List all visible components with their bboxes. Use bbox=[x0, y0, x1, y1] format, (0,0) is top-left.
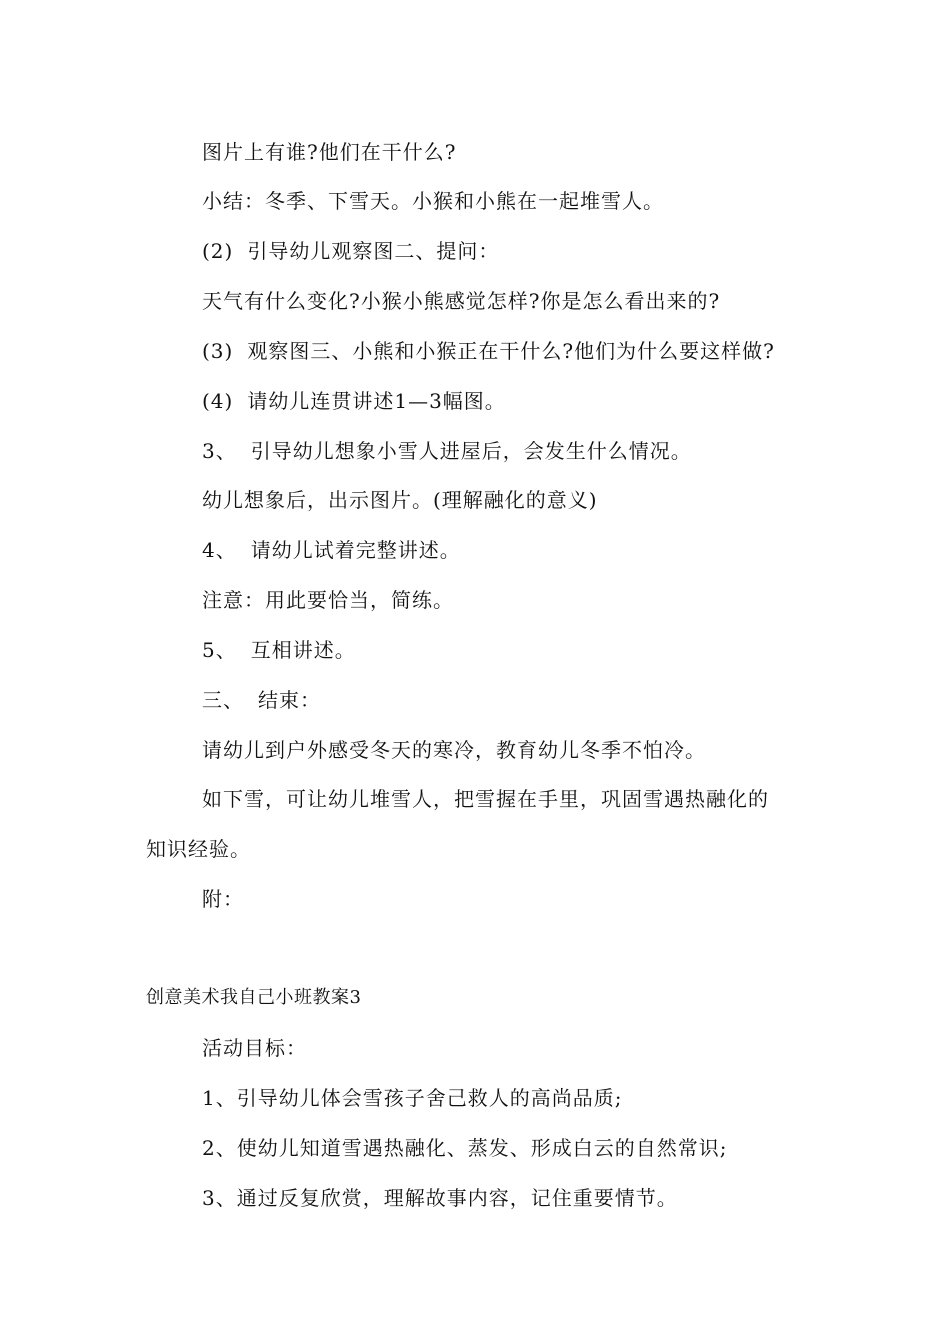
list-marker: (3) bbox=[202, 339, 234, 363]
list-item-text: 2、使幼儿知道雪遇热融化、蒸发、形成白云的自然常识; bbox=[202, 1136, 728, 1160]
list-marker: (2) bbox=[202, 239, 234, 263]
list-item bbox=[202, 638, 356, 662]
list-item-text: 请幼儿试着完整讲述。 bbox=[250, 538, 461, 562]
list-marker: (4) bbox=[202, 389, 234, 413]
list-item-text: 请幼儿连贯讲述1—3幅图。 bbox=[247, 389, 506, 413]
paragraph-text: 注意：用此要恰当，简练。 bbox=[202, 588, 454, 612]
paragraph bbox=[202, 738, 706, 762]
list-item bbox=[202, 1186, 678, 1210]
list-item-text: 互相讲述。 bbox=[250, 638, 356, 662]
list-item-text: 引导幼儿想象小雪人进屋后，会发生什么情况。 bbox=[250, 439, 692, 463]
section-title-text: 创意美术我自己小班教案3 bbox=[146, 987, 362, 1008]
list-item bbox=[202, 239, 499, 263]
list-item bbox=[202, 688, 321, 712]
list-marker: 3、 bbox=[202, 439, 237, 463]
paragraph bbox=[202, 189, 664, 213]
paragraph-text: 如下雪，可让幼儿堆雪人，把雪握在手里，巩固雪遇热融化的 bbox=[202, 787, 769, 811]
list-item-text: 3、通过反复欣赏，理解故事内容，记住重要情节。 bbox=[202, 1186, 678, 1210]
paragraph-continuation bbox=[146, 837, 251, 861]
paragraph bbox=[202, 787, 769, 811]
paragraph-text: 天气有什么变化?小猴小熊感觉怎样?你是怎么看出来的? bbox=[202, 289, 721, 313]
subheading-text: 活动目标： bbox=[202, 1036, 307, 1060]
list-item bbox=[202, 1136, 727, 1160]
list-item-text: 观察图三、小熊和小猴正在干什么?他们为什么要这样做? bbox=[247, 339, 775, 363]
paragraph bbox=[202, 140, 456, 164]
list-item bbox=[202, 389, 506, 413]
section-title bbox=[146, 986, 361, 1010]
list-item bbox=[202, 1086, 622, 1110]
paragraph-text: 附： bbox=[202, 887, 244, 911]
subheading bbox=[202, 1036, 307, 1060]
list-item bbox=[202, 538, 461, 562]
list-item-text: 引导幼儿观察图二、提问： bbox=[247, 239, 500, 263]
list-item-text: 结束： bbox=[258, 688, 321, 712]
list-marker: 三、 bbox=[202, 688, 244, 712]
list-item-text: 1、引导幼儿体会雪孩子舍己救人的高尚品质; bbox=[202, 1086, 623, 1110]
paragraph bbox=[202, 488, 598, 512]
paragraph-text: 知识经验。 bbox=[146, 837, 251, 861]
paragraph-text: 请幼儿到户外感受冬天的寒冷，教育幼儿冬季不怕冷。 bbox=[202, 738, 706, 762]
paragraph bbox=[202, 289, 720, 313]
list-marker: 4、 bbox=[202, 538, 237, 562]
paragraph bbox=[202, 887, 244, 911]
list-item bbox=[202, 339, 775, 363]
list-marker: 5、 bbox=[202, 638, 237, 662]
paragraph-text: 幼儿想象后，出示图片。(理解融化的意义) bbox=[202, 488, 598, 512]
paragraph-text: 图片上有谁?他们在干什么? bbox=[202, 140, 457, 164]
list-item bbox=[202, 439, 692, 463]
paragraph-text: 小结：冬季、下雪天。小猴和小熊在一起堆雪人。 bbox=[202, 189, 664, 213]
paragraph bbox=[202, 588, 454, 612]
